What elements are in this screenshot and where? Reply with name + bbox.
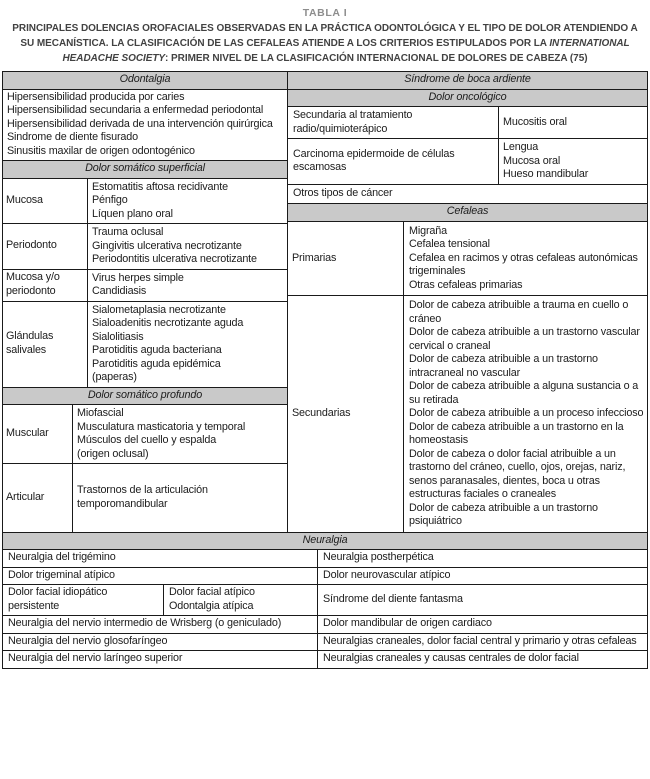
list-line: Candidiasis [92,285,147,297]
list-line: Parotiditis aguda bacteriana [92,344,222,356]
row-label-glandulas-salivales: Glándulas salivales [3,302,88,387]
section-header-sindrome-boca-ardiente: Síndrome de boca ardiente [288,72,647,90]
cell-dolor-facial-atipico [164,585,317,615]
list-line: Hipersensibilidad derivada de una intervención quirúrgica [7,117,273,130]
cell-neuralgia-right: Dolor neurovascular atípico [323,568,451,581]
cell-neuralgia-right: Neuralgias craneales y causas centrales de dolor facial [323,652,579,664]
list-line: Hipersensibilidad producida por caries [7,90,185,103]
table-row [3,634,647,652]
list-line: Dolor de cabeza atribuible a un trastorno psiquiátrico [409,501,598,527]
cell-neuralgia-right: Neuralgias craneales, dolor facial central y primario y otras cefaleas [323,634,637,647]
cell-neuralgia-left: Neuralgia del nervio laríngeo superior [3,651,318,668]
table-row [3,224,287,270]
title-text-post: : PRIMER NIVEL DE LA CLASIFICACIÓN INTERNACIONAL DE DOLORES DE CABEZA (75) [165,53,588,64]
list-line: Dolor facial atípico [169,586,255,598]
list-line: Odontalgia atípica [169,599,254,612]
title-text-pre: PRINCIPALES DOLENCIAS OROFACIALES OBSERVADAS EN LA PRÁCTICA ODONTOLÓGICA Y EL TIPO DE DOLOR ATENDIENDO A SU MECANÍSTICA. LA CLASIFICACIÓN DE LAS CEFALEAS ATIENDE A LOS CRITERIOS ESTIPULADOS POR LA [12,23,638,49]
table-row [3,585,647,616]
row-values [88,224,287,269]
right-column [288,72,647,532]
table-row [288,107,647,139]
list-line: Hueso mandibular [503,168,589,180]
neuralgia-section [3,533,647,668]
list-line: Estomatitis aftosa recidivante [92,180,228,193]
main-table [2,71,648,669]
list-line: Virus herpes simple [92,271,184,284]
section-header-cefaleas: Cefaleas [288,204,647,222]
list-line: Musculatura masticatoria y temporal [77,420,246,433]
row-values [88,302,287,387]
list-line: Sialolitiasis [92,330,144,343]
left-column [3,72,288,532]
cell-neuralgia-left: Dolor trigeminal atípico [3,568,318,585]
row-values [73,464,287,532]
section-header-neuralgia: Neuralgia [3,533,647,551]
list-line: Dolor de cabeza atribuible a un trastorno intracraneal no vascular [409,353,598,379]
list-line: Mucositis oral [503,115,567,128]
row-values [88,270,287,301]
cell-neuralgia-right: Síndrome del diente fantasma [323,592,463,605]
list-line: Hipersensibilidad secundaria a enfermedad periodontal [7,104,264,116]
section-header-dolor-somatico-superficial: Dolor somático superficial [3,161,287,179]
cell-neuralgia-left: Neuralgia del nervio intermedio de Wrisberg (o geniculado) [3,616,318,633]
table-row [3,651,647,668]
list-line: Pénfigo [92,194,128,206]
list-line: Lengua [503,141,539,153]
table-row [288,296,647,532]
cell-neuralgia-right: Neuralgia postherpética [323,551,434,563]
table-row [3,179,287,225]
list-line: Cefalea en racimos y otras cefaleas autonómicas trigeminales [409,251,638,277]
row-values [88,179,287,224]
table-row [3,550,647,568]
section-header-dolor-somatico-profundo: Dolor somático profundo [3,388,287,406]
list-line: Dolor de cabeza atribuible a un trastorno vascular cervical o craneal [409,326,640,352]
row-values [73,405,287,463]
list-line: Trauma oclusal [92,226,164,238]
table-upper-halves [3,72,647,533]
cell-cause: Carcinoma epidermoide de células escamosas [288,139,499,184]
list-line: Dolor de cabeza atribuible a un trastorno en la homeostasis [409,420,624,446]
list-line: Parotiditis aguda epidémica [92,357,221,370]
cell-sites [499,139,647,184]
table-title [12,21,638,66]
list-line: Dolor de cabeza atribuible a un proceso infeccioso [409,407,644,419]
cell-dolor-facial-idiopatico: Dolor facial idiopático persistente [3,585,164,615]
table-row [3,405,287,464]
table-row [288,139,647,185]
list-line: Sialometaplasia necrotizante [92,303,226,316]
list-line: Periodontitis ulcerativa necrotizante [92,253,257,265]
list-line: Otras cefaleas primarias [409,278,523,291]
cell-sites [499,107,647,138]
cell-neuralgia-left: Neuralgia del nervio glosofaríngeo [3,634,318,651]
section-header-odontalgia: Odontalgia [3,72,287,90]
list-line: Gingivitis ulcerativa necrotizante [92,239,242,252]
row-label-mucosa-periodonto: Mucosa y/o periodonto [3,270,88,301]
list-line: Miofascial [77,407,124,419]
cell-neuralgia-left-split [3,585,318,615]
row-label-secundarias: Secundarias [288,296,404,532]
table-row [3,270,287,302]
list-line: Cefalea tensional [409,238,490,250]
table-label: TABLA I [302,7,348,19]
list-line: Trastornos de la articulación temporomandibular [77,484,208,510]
cell-neuralgia-right: Dolor mandibular de origen cardiaco [323,617,492,629]
row-values [404,296,647,532]
list-line: Migraña [409,224,447,237]
row-label-periodonto: Periodonto [3,224,88,269]
table-row [3,568,647,586]
cell-otros-tipos-cancer: Otros tipos de cáncer [288,185,647,205]
list-line: Mucosa oral [503,154,561,167]
list-line: (paperas) [92,371,137,383]
list-line: Dolor de cabeza atribuible a alguna sustancia o a su retirada [409,380,639,406]
list-line: Sialoadenitis necrotizante aguda [92,317,244,329]
list-line: Dolor de cabeza o dolor facial atribuible a un trastorno del cráneo, cuello, ojos, orejas, nariz, senos paranasales, dientes, boca u otras estructuras faciales o craneales [409,447,626,500]
title-text-italic: INTERNATIONAL HEADACHE SOCIETY [62,38,630,64]
table-row [288,222,647,297]
list-line: Dolor de cabeza atribuible a trauma en cuello o cráneo [409,299,629,325]
list-line: (origen oclusal) [77,447,149,460]
row-label-primarias: Primarias [288,222,404,296]
table-row [3,616,647,634]
row-values [404,222,647,296]
section-header-dolor-oncologico: Dolor oncológico [288,90,647,108]
table-row [3,302,287,388]
list-line: Líquen plano oral [92,207,173,220]
row-label-muscular: Muscular [3,405,73,463]
row-label-mucosa: Mucosa [3,179,88,224]
table-caption [2,6,648,66]
list-line: Músculos del cuello y espalda [77,434,217,446]
list-line: Sinusitis maxilar de origen odontogénico [7,144,195,157]
row-label-articular: Articular [3,464,73,532]
table-row [3,464,287,532]
cell-odontalgia-list [3,90,287,162]
cell-neuralgia-left: Neuralgia del trigémino [3,550,318,567]
cell-cause: Secundaria al tratamiento radio/quimioterápico [288,107,499,138]
list-line: Sindrome de diente fisurado [7,131,138,143]
